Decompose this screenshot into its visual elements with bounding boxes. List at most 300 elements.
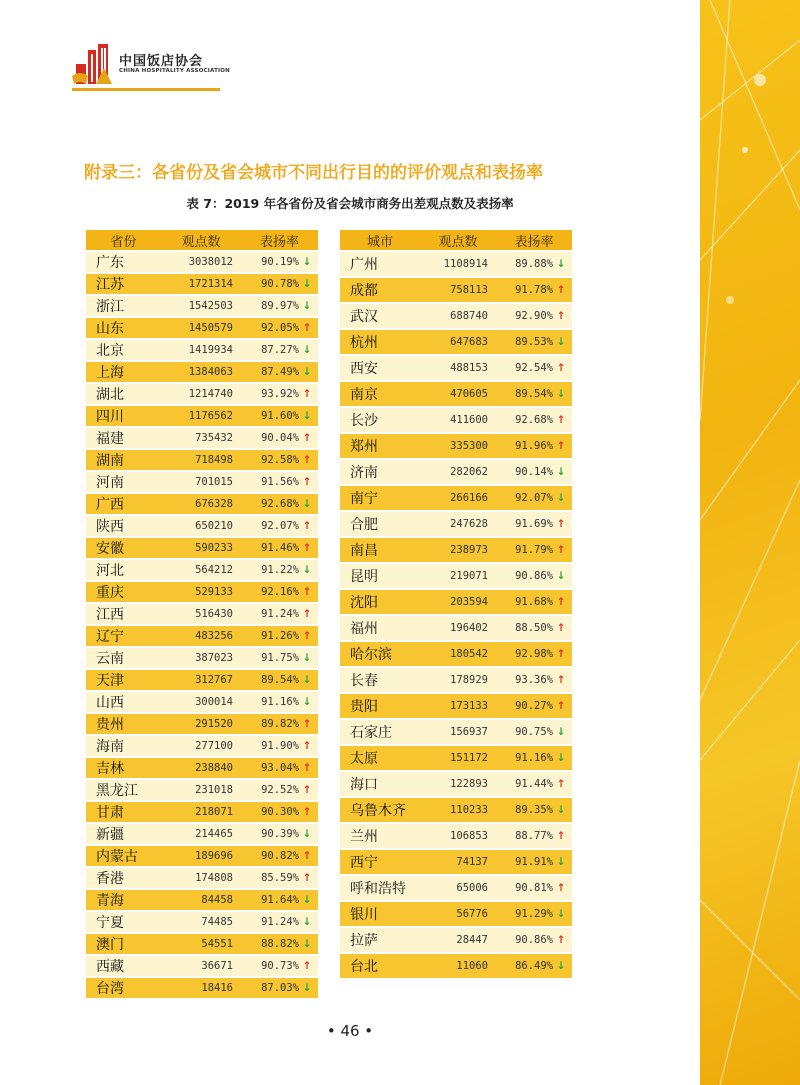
row-count: 1176562 (161, 406, 241, 426)
row-name: 江苏 (86, 274, 161, 294)
row-name: 澳门 (86, 934, 161, 954)
arrow-up-icon: ↑ (302, 388, 312, 400)
arrow-up-icon: ↑ (302, 476, 312, 488)
row-name: 辽宁 (86, 626, 161, 646)
row-name: 湖南 (86, 450, 161, 470)
row-name: 合肥 (340, 512, 420, 536)
row-rate-cell (496, 590, 572, 614)
arrow-up-icon: ↑ (556, 934, 566, 946)
arrow-down-icon: ↓ (302, 916, 312, 928)
row-count: 219071 (420, 564, 496, 588)
row-count: 247628 (420, 512, 496, 536)
row-count: 483256 (161, 626, 241, 646)
row-rate: 89.97% (261, 300, 299, 312)
arrow-up-icon: ↑ (302, 740, 312, 752)
row-rate: 89.88% (515, 258, 553, 270)
row-name: 甘肃 (86, 802, 161, 822)
row-rate: 91.68% (515, 596, 553, 608)
table-row (86, 296, 318, 316)
row-rate-cell (241, 626, 318, 646)
table-row (86, 406, 318, 426)
row-rate-cell (241, 604, 318, 624)
table-row (340, 642, 572, 666)
row-count: 174808 (161, 868, 241, 888)
row-name: 成都 (340, 278, 420, 302)
row-rate-cell (241, 472, 318, 492)
table-row (86, 274, 318, 294)
row-name: 石家庄 (340, 720, 420, 744)
arrow-down-icon: ↓ (302, 696, 312, 708)
row-rate: 92.68% (261, 498, 299, 510)
arrow-up-icon: ↑ (556, 518, 566, 530)
row-rate: 90.75% (515, 726, 553, 738)
row-count: 718498 (161, 450, 241, 470)
row-rate: 89.54% (261, 674, 299, 686)
table-row (340, 304, 572, 328)
arrow-up-icon: ↑ (302, 608, 312, 620)
row-name: 河北 (86, 560, 161, 580)
row-rate: 91.69% (515, 518, 553, 530)
table-row (340, 668, 572, 692)
row-name: 广西 (86, 494, 161, 514)
arrow-up-icon: ↑ (302, 586, 312, 598)
row-count: 676328 (161, 494, 241, 514)
arrow-up-icon: ↑ (556, 622, 566, 634)
row-rate-cell (241, 494, 318, 514)
row-rate: 87.27% (261, 344, 299, 356)
row-name: 黑龙江 (86, 780, 161, 800)
table-row (340, 850, 572, 874)
row-rate: 91.64% (261, 894, 299, 906)
row-rate-cell (241, 274, 318, 294)
arrow-up-icon: ↑ (302, 520, 312, 532)
row-name: 西安 (340, 356, 420, 380)
row-rate: 89.35% (515, 804, 553, 816)
row-count: 1108914 (420, 252, 496, 276)
row-count: 214465 (161, 824, 241, 844)
row-name: 台湾 (86, 978, 161, 998)
row-count: 196402 (420, 616, 496, 640)
row-count: 218071 (161, 802, 241, 822)
table-row (86, 428, 318, 448)
row-name: 广州 (340, 252, 420, 276)
arrow-down-icon: ↓ (302, 564, 312, 576)
row-count: 65006 (420, 876, 496, 900)
table-row (86, 714, 318, 734)
arrow-up-icon: ↑ (302, 762, 312, 774)
row-count: 1419934 (161, 340, 241, 360)
row-name: 上海 (86, 362, 161, 382)
table-row (86, 912, 318, 932)
province-table-header (86, 230, 318, 250)
row-rate: 92.07% (261, 520, 299, 532)
row-rate: 92.16% (261, 586, 299, 598)
row-rate-cell (496, 954, 572, 978)
row-rate: 91.91% (515, 856, 553, 868)
arrow-up-icon: ↑ (302, 872, 312, 884)
city-table (340, 228, 572, 980)
row-count: 36671 (161, 956, 241, 976)
table-row (340, 902, 572, 926)
row-rate: 90.82% (261, 850, 299, 862)
arrow-down-icon: ↓ (302, 410, 312, 422)
table-row (86, 780, 318, 800)
arrow-down-icon: ↓ (302, 982, 312, 994)
row-rate: 90.86% (515, 934, 553, 946)
arrow-up-icon: ↑ (556, 544, 566, 556)
row-rate-cell (241, 450, 318, 470)
row-rate-cell (241, 428, 318, 448)
row-rate: 91.24% (261, 916, 299, 928)
header-rule (72, 88, 220, 91)
table-row (340, 772, 572, 796)
arrow-down-icon: ↓ (556, 388, 566, 400)
row-rate-cell (241, 648, 318, 668)
row-rate: 91.90% (261, 740, 299, 752)
table-row (340, 694, 572, 718)
table-row (86, 890, 318, 910)
row-name: 台北 (340, 954, 420, 978)
arrow-down-icon: ↓ (556, 856, 566, 868)
table-row (340, 408, 572, 432)
arrow-up-icon: ↑ (302, 806, 312, 818)
table-row (86, 692, 318, 712)
arrow-down-icon: ↓ (556, 908, 566, 920)
arrow-up-icon: ↑ (556, 700, 566, 712)
row-rate: 90.86% (515, 570, 553, 582)
row-name: 福建 (86, 428, 161, 448)
table-row (86, 362, 318, 382)
table-row (340, 590, 572, 614)
row-count: 11060 (420, 954, 496, 978)
row-rate-cell (241, 252, 318, 272)
table-row (86, 824, 318, 844)
row-rate: 91.60% (261, 410, 299, 422)
row-rate-cell (496, 564, 572, 588)
row-count: 173133 (420, 694, 496, 718)
table-row (340, 746, 572, 770)
row-rate: 91.26% (261, 630, 299, 642)
row-count: 203594 (420, 590, 496, 614)
arrow-up-icon: ↑ (302, 960, 312, 972)
header-count: 观点数 (420, 230, 496, 250)
row-rate: 91.96% (515, 440, 553, 452)
header-province: 省份 (86, 230, 161, 250)
row-rate-cell (496, 330, 572, 354)
arrow-up-icon: ↑ (302, 322, 312, 334)
row-rate: 90.81% (515, 882, 553, 894)
arrow-down-icon: ↓ (556, 726, 566, 738)
row-name: 香港 (86, 868, 161, 888)
row-rate-cell (241, 956, 318, 976)
arrow-down-icon: ↓ (556, 336, 566, 348)
arrow-up-icon: ↑ (302, 542, 312, 554)
row-rate-cell (241, 714, 318, 734)
table-row (86, 582, 318, 602)
arrow-down-icon: ↓ (302, 828, 312, 840)
row-rate: 93.92% (261, 388, 299, 400)
row-rate: 88.82% (261, 938, 299, 950)
row-count: 647683 (420, 330, 496, 354)
row-name: 杭州 (340, 330, 420, 354)
arrow-up-icon: ↑ (302, 850, 312, 862)
row-count: 178929 (420, 668, 496, 692)
row-count: 238973 (420, 538, 496, 562)
row-rate-cell (496, 720, 572, 744)
table-row (340, 616, 572, 640)
arrow-down-icon: ↓ (302, 652, 312, 664)
row-count: 387023 (161, 648, 241, 668)
city-table-header (340, 230, 572, 250)
row-rate-cell (241, 384, 318, 404)
row-rate: 87.03% (261, 982, 299, 994)
table-row (86, 648, 318, 668)
arrow-up-icon: ↑ (302, 718, 312, 730)
arrow-down-icon: ↓ (556, 466, 566, 478)
row-rate: 89.53% (515, 336, 553, 348)
arrow-up-icon: ↑ (302, 454, 312, 466)
row-name: 南京 (340, 382, 420, 406)
row-name: 陕西 (86, 516, 161, 536)
row-count: 488153 (420, 356, 496, 380)
row-count: 735432 (161, 428, 241, 448)
row-rate: 91.29% (515, 908, 553, 920)
arrow-up-icon: ↑ (556, 362, 566, 374)
row-rate-cell (496, 486, 572, 510)
row-count: 18416 (161, 978, 241, 998)
arrow-down-icon: ↓ (302, 256, 312, 268)
row-name: 海南 (86, 736, 161, 756)
arrow-down-icon: ↓ (556, 752, 566, 764)
arrow-down-icon: ↓ (302, 366, 312, 378)
row-name: 拉萨 (340, 928, 420, 952)
row-name: 重庆 (86, 582, 161, 602)
row-rate-cell (241, 296, 318, 316)
row-count: 282062 (420, 460, 496, 484)
row-rate: 91.24% (261, 608, 299, 620)
arrow-up-icon: ↑ (556, 440, 566, 452)
row-rate-cell (241, 934, 318, 954)
row-rate: 88.50% (515, 622, 553, 634)
row-name: 郑州 (340, 434, 420, 458)
row-rate: 91.16% (515, 752, 553, 764)
arrow-up-icon: ↑ (302, 630, 312, 642)
decorative-side-panel (700, 0, 800, 1085)
arrow-up-icon: ↑ (556, 778, 566, 790)
table-row (340, 564, 572, 588)
row-count: 516430 (161, 604, 241, 624)
row-name: 长春 (340, 668, 420, 692)
row-name: 济南 (340, 460, 420, 484)
table-row (86, 846, 318, 866)
row-count: 529133 (161, 582, 241, 602)
row-count: 3038012 (161, 252, 241, 272)
row-count: 701015 (161, 472, 241, 492)
row-rate: 92.98% (515, 648, 553, 660)
row-rate: 92.05% (261, 322, 299, 334)
table-row (340, 512, 572, 536)
table-row (86, 956, 318, 976)
row-rate: 93.04% (261, 762, 299, 774)
row-count: 564212 (161, 560, 241, 580)
row-count: 74137 (420, 850, 496, 874)
row-count: 54551 (161, 934, 241, 954)
row-rate-cell (241, 912, 318, 932)
row-rate-cell (241, 670, 318, 690)
row-rate: 90.19% (261, 256, 299, 268)
page-number: • 46 • (326, 1022, 374, 1040)
row-rate: 89.82% (261, 718, 299, 730)
row-name: 山东 (86, 318, 161, 338)
row-name: 河南 (86, 472, 161, 492)
row-count: 122893 (420, 772, 496, 796)
table-row (86, 450, 318, 470)
row-count: 590233 (161, 538, 241, 558)
row-rate: 90.30% (261, 806, 299, 818)
row-count: 688740 (420, 304, 496, 328)
row-rate: 90.04% (261, 432, 299, 444)
row-name: 四川 (86, 406, 161, 426)
row-name: 银川 (340, 902, 420, 926)
row-rate-cell (496, 460, 572, 484)
row-name: 云南 (86, 648, 161, 668)
row-name: 呼和浩特 (340, 876, 420, 900)
row-count: 151172 (420, 746, 496, 770)
row-rate-cell (496, 694, 572, 718)
row-rate-cell (241, 890, 318, 910)
table-row (86, 868, 318, 888)
row-rate: 90.73% (261, 960, 299, 972)
row-rate-cell (241, 362, 318, 382)
row-count: 411600 (420, 408, 496, 432)
arrow-up-icon: ↑ (556, 414, 566, 426)
row-rate: 91.79% (515, 544, 553, 556)
row-rate: 91.56% (261, 476, 299, 488)
row-name: 南昌 (340, 538, 420, 562)
arrow-up-icon: ↑ (556, 674, 566, 686)
table-row (86, 472, 318, 492)
header-city: 城市 (340, 230, 420, 250)
row-rate-cell (241, 736, 318, 756)
row-count: 1542503 (161, 296, 241, 316)
row-rate: 87.49% (261, 366, 299, 378)
row-rate-cell (496, 772, 572, 796)
row-count: 277100 (161, 736, 241, 756)
row-rate-cell (241, 692, 318, 712)
row-rate-cell (496, 746, 572, 770)
province-table (86, 228, 318, 1000)
row-rate-cell (496, 876, 572, 900)
row-rate-cell (241, 406, 318, 426)
row-rate-cell (496, 278, 572, 302)
row-rate-cell (241, 582, 318, 602)
row-rate-cell (496, 356, 572, 380)
side-panel-lines (700, 0, 800, 1085)
row-rate-cell (241, 758, 318, 778)
row-count: 56776 (420, 902, 496, 926)
row-rate-cell (496, 538, 572, 562)
arrow-down-icon: ↓ (556, 570, 566, 582)
row-count: 1384063 (161, 362, 241, 382)
row-name: 乌鲁木齐 (340, 798, 420, 822)
row-name: 西宁 (340, 850, 420, 874)
table-row (340, 798, 572, 822)
row-rate: 90.27% (515, 700, 553, 712)
row-name: 新疆 (86, 824, 161, 844)
row-rate-cell (241, 978, 318, 998)
table-row (340, 382, 572, 406)
row-rate: 92.52% (261, 784, 299, 796)
row-rate-cell (241, 802, 318, 822)
row-count: 28447 (420, 928, 496, 952)
row-rate-cell (241, 846, 318, 866)
table-row (86, 604, 318, 624)
arrow-down-icon: ↓ (302, 894, 312, 906)
arrow-down-icon: ↓ (302, 278, 312, 290)
arrow-down-icon: ↓ (302, 344, 312, 356)
row-name: 青海 (86, 890, 161, 910)
arrow-up-icon: ↑ (556, 596, 566, 608)
arrow-up-icon: ↑ (302, 784, 312, 796)
row-rate: 93.36% (515, 674, 553, 686)
org-name-en: CHINA HOSPITALITY ASSOCIATION (119, 68, 230, 74)
arrow-up-icon: ↑ (556, 882, 566, 894)
row-name: 浙江 (86, 296, 161, 316)
header-rate: 表扬率 (241, 230, 318, 250)
header-count: 观点数 (161, 230, 241, 250)
row-count: 300014 (161, 692, 241, 712)
table-row (340, 278, 572, 302)
row-rate-cell (496, 512, 572, 536)
table-row (340, 720, 572, 744)
table-row (340, 252, 572, 276)
row-name: 山西 (86, 692, 161, 712)
table-row (340, 434, 572, 458)
table-row (86, 494, 318, 514)
row-name: 湖北 (86, 384, 161, 404)
row-rate: 92.07% (515, 492, 553, 504)
row-rate-cell (496, 408, 572, 432)
row-rate-cell (241, 780, 318, 800)
row-count: 74485 (161, 912, 241, 932)
table-row (86, 758, 318, 778)
row-name: 宁夏 (86, 912, 161, 932)
arrow-down-icon: ↓ (302, 938, 312, 950)
row-count: 1214740 (161, 384, 241, 404)
row-rate-cell (241, 560, 318, 580)
row-count: 110233 (420, 798, 496, 822)
row-rate-cell (496, 850, 572, 874)
row-name: 贵州 (86, 714, 161, 734)
table-row (340, 928, 572, 952)
row-name: 海口 (340, 772, 420, 796)
row-name: 北京 (86, 340, 161, 360)
row-rate: 90.39% (261, 828, 299, 840)
table-row (86, 802, 318, 822)
row-rate-cell (241, 340, 318, 360)
row-rate: 90.14% (515, 466, 553, 478)
arrow-down-icon: ↓ (302, 300, 312, 312)
arrow-down-icon: ↓ (556, 804, 566, 816)
row-count: 1721314 (161, 274, 241, 294)
row-count: 231018 (161, 780, 241, 800)
table-row (86, 934, 318, 954)
table-row (340, 356, 572, 380)
row-name: 广东 (86, 252, 161, 272)
row-rate-cell (496, 902, 572, 926)
row-rate-cell (496, 252, 572, 276)
arrow-up-icon: ↑ (302, 432, 312, 444)
